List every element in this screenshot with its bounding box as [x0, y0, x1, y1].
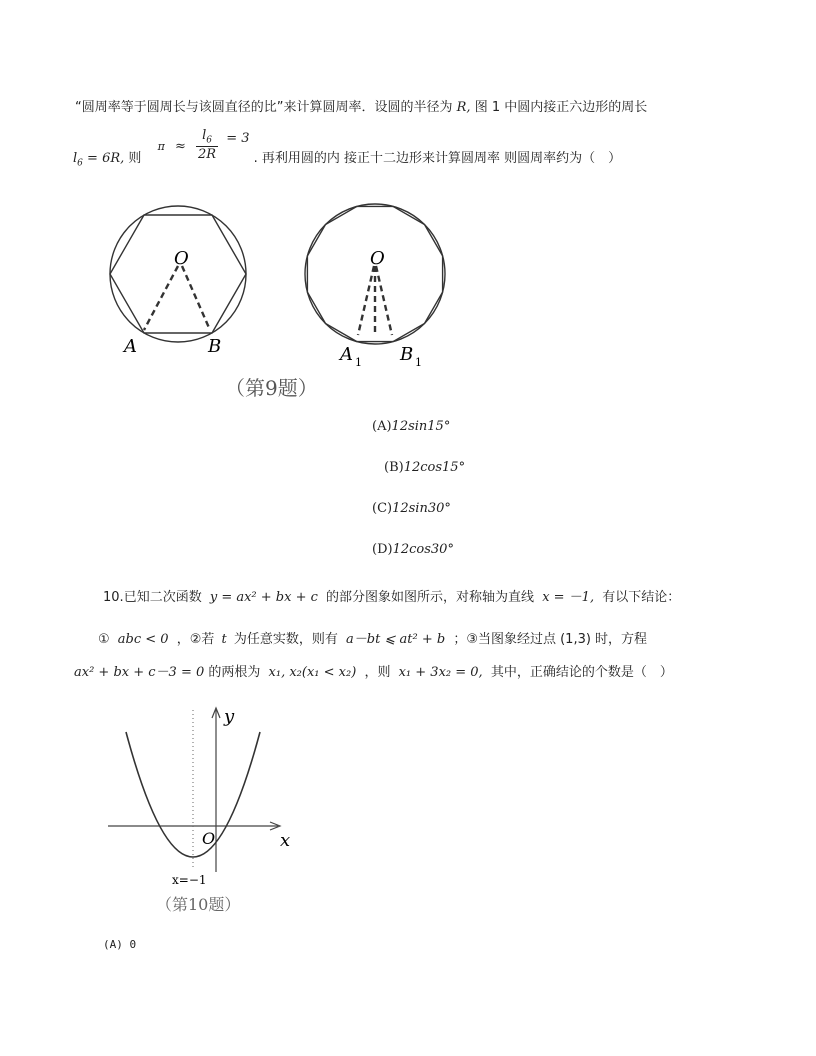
label-symmetry: x=−1 — [172, 873, 207, 887]
option-C[interactable]: (C)12sin30° — [372, 501, 451, 516]
q10-figure — [100, 700, 300, 920]
inscribed-hexagon — [110, 215, 246, 333]
q9-figure — [100, 190, 460, 410]
q10-caption: （第10题） — [156, 895, 241, 914]
radius-OB1 — [376, 266, 392, 335]
label-x: x — [280, 830, 291, 851]
label-O-right: O — [370, 248, 385, 269]
label-B1: B — [400, 344, 414, 365]
q9-line2: $l_6 = 6R$, 则 π ≈ $\frac{l_6}{2R}$ = 3 . 再利用圆的内 接正十二边形来计算圆周率 则圆周率约为（ ） — [73, 128, 622, 169]
label-A1-sub: 1 — [355, 356, 362, 369]
q9-caption: （第9题） — [225, 376, 318, 400]
radius-OA — [144, 266, 178, 330]
q10-line1: 10.已知二次函数 y = ax² + bx + c 的部分图象如图所示，对称轴为直线 x = －1, 有以下结论： — [103, 590, 681, 605]
q10-option-A[interactable]: (A) 0 — [103, 938, 137, 951]
radius-OB — [182, 266, 210, 330]
radius-OA1 — [358, 266, 374, 335]
option-A[interactable]: (A)12sin15° — [372, 419, 451, 434]
label-A1: A — [340, 344, 353, 365]
label-B1-sub: 1 — [415, 356, 422, 369]
label-y: y — [224, 706, 235, 727]
label-B: B — [208, 336, 222, 357]
q9-line1: “圆周率等于圆周长与该圆直径的比”来计算圆周率．设圆的半径为 R, 图 1 中圆内接正六边形的周长 — [75, 100, 648, 115]
l6-expression: $l_6 = 6R$, — [73, 151, 125, 169]
option-B[interactable]: (B)12cos15° — [384, 460, 466, 475]
q10-line3: ax² + bx + c－3 = 0 的两根为 x₁, x₂(x₁ < x₂) ，则 x₁ + 3x₂ = 0, 其中，正确结论的个数是（ ） — [74, 665, 673, 680]
radius-symbol: R, — [456, 100, 471, 115]
option-D[interactable]: (D)12cos30° — [372, 542, 454, 557]
left-circle — [110, 206, 246, 342]
label-origin: O — [202, 829, 216, 848]
pi-fraction: $\frac{l_6}{2R}$ — [197, 128, 217, 162]
q10-line2: ① abc < 0 ，②若 t 为任意实数，则有 a－bt ⩽ at² + b ；③当图象经过点 (1,3) 时，方程 — [98, 632, 648, 647]
label-O-left: O — [174, 248, 189, 269]
label-A: A — [124, 336, 137, 357]
